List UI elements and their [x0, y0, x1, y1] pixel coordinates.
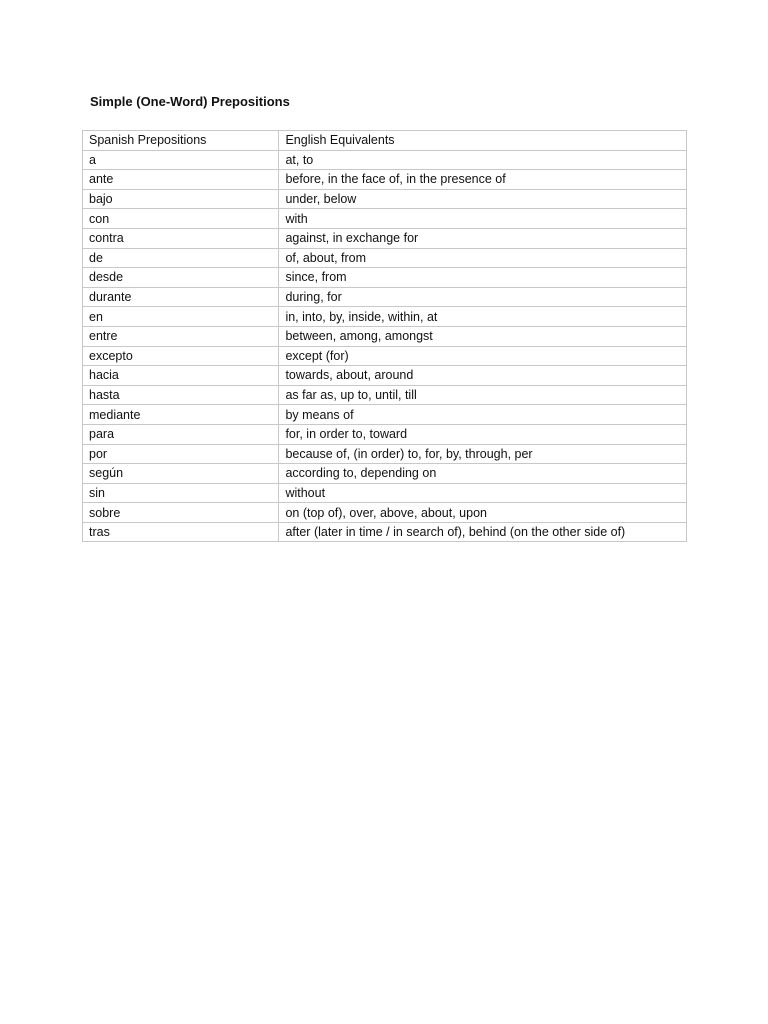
header-english: English Equivalents — [279, 131, 687, 151]
table-header-row — [83, 131, 687, 151]
spanish-cell: de — [83, 248, 279, 268]
english-cell: before, in the face of, in the presence of — [279, 170, 687, 190]
table-row — [83, 483, 687, 503]
table-row — [83, 503, 687, 523]
header-spanish: Spanish Prepositions — [83, 131, 279, 151]
table-row — [83, 326, 687, 346]
english-cell: as far as, up to, until, till — [279, 385, 687, 405]
table-row — [83, 385, 687, 405]
spanish-cell: contra — [83, 228, 279, 248]
english-cell: during, for — [279, 287, 687, 307]
english-cell: on (top of), over, above, about, upon — [279, 503, 687, 523]
spanish-cell: por — [83, 444, 279, 464]
spanish-cell: hacia — [83, 366, 279, 386]
english-cell: except (for) — [279, 346, 687, 366]
english-cell: according to, depending on — [279, 464, 687, 484]
table-row — [83, 444, 687, 464]
table-body — [83, 131, 687, 542]
english-cell: between, among, amongst — [279, 326, 687, 346]
english-cell: without — [279, 483, 687, 503]
spanish-cell: a — [83, 150, 279, 170]
table-row — [83, 307, 687, 327]
spanish-cell: durante — [83, 287, 279, 307]
table-row — [83, 522, 687, 542]
spanish-cell: según — [83, 464, 279, 484]
english-cell: by means of — [279, 405, 687, 425]
spanish-cell: bajo — [83, 189, 279, 209]
table-row — [83, 268, 687, 288]
table-row — [83, 464, 687, 484]
spanish-cell: sin — [83, 483, 279, 503]
spanish-cell: ante — [83, 170, 279, 190]
spanish-cell: con — [83, 209, 279, 229]
table-row — [83, 424, 687, 444]
english-cell: with — [279, 209, 687, 229]
spanish-cell: entre — [83, 326, 279, 346]
spanish-cell: tras — [83, 522, 279, 542]
table-row — [83, 405, 687, 425]
table-row — [83, 150, 687, 170]
table-row — [83, 189, 687, 209]
spanish-cell: para — [83, 424, 279, 444]
table-row — [83, 287, 687, 307]
english-cell: of, about, from — [279, 248, 687, 268]
english-cell: because of, (in order) to, for, by, through, per — [279, 444, 687, 464]
table-row — [83, 209, 687, 229]
english-cell: against, in exchange for — [279, 228, 687, 248]
english-cell: at, to — [279, 150, 687, 170]
spanish-cell: mediante — [83, 405, 279, 425]
english-cell: under, below — [279, 189, 687, 209]
english-cell: for, in order to, toward — [279, 424, 687, 444]
table-row — [83, 366, 687, 386]
english-cell: since, from — [279, 268, 687, 288]
english-cell: towards, about, around — [279, 366, 687, 386]
page-title: Simple (One-Word) Prepositions — [90, 94, 290, 109]
table-row — [83, 228, 687, 248]
spanish-cell: desde — [83, 268, 279, 288]
spanish-cell: hasta — [83, 385, 279, 405]
english-cell: after (later in time / in search of), behind (on the other side of) — [279, 522, 687, 542]
spanish-cell: sobre — [83, 503, 279, 523]
prepositions-table — [82, 130, 687, 542]
spanish-cell: en — [83, 307, 279, 327]
english-cell: in, into, by, inside, within, at — [279, 307, 687, 327]
table-row — [83, 170, 687, 190]
table-row — [83, 346, 687, 366]
spanish-cell: excepto — [83, 346, 279, 366]
table-row — [83, 248, 687, 268]
